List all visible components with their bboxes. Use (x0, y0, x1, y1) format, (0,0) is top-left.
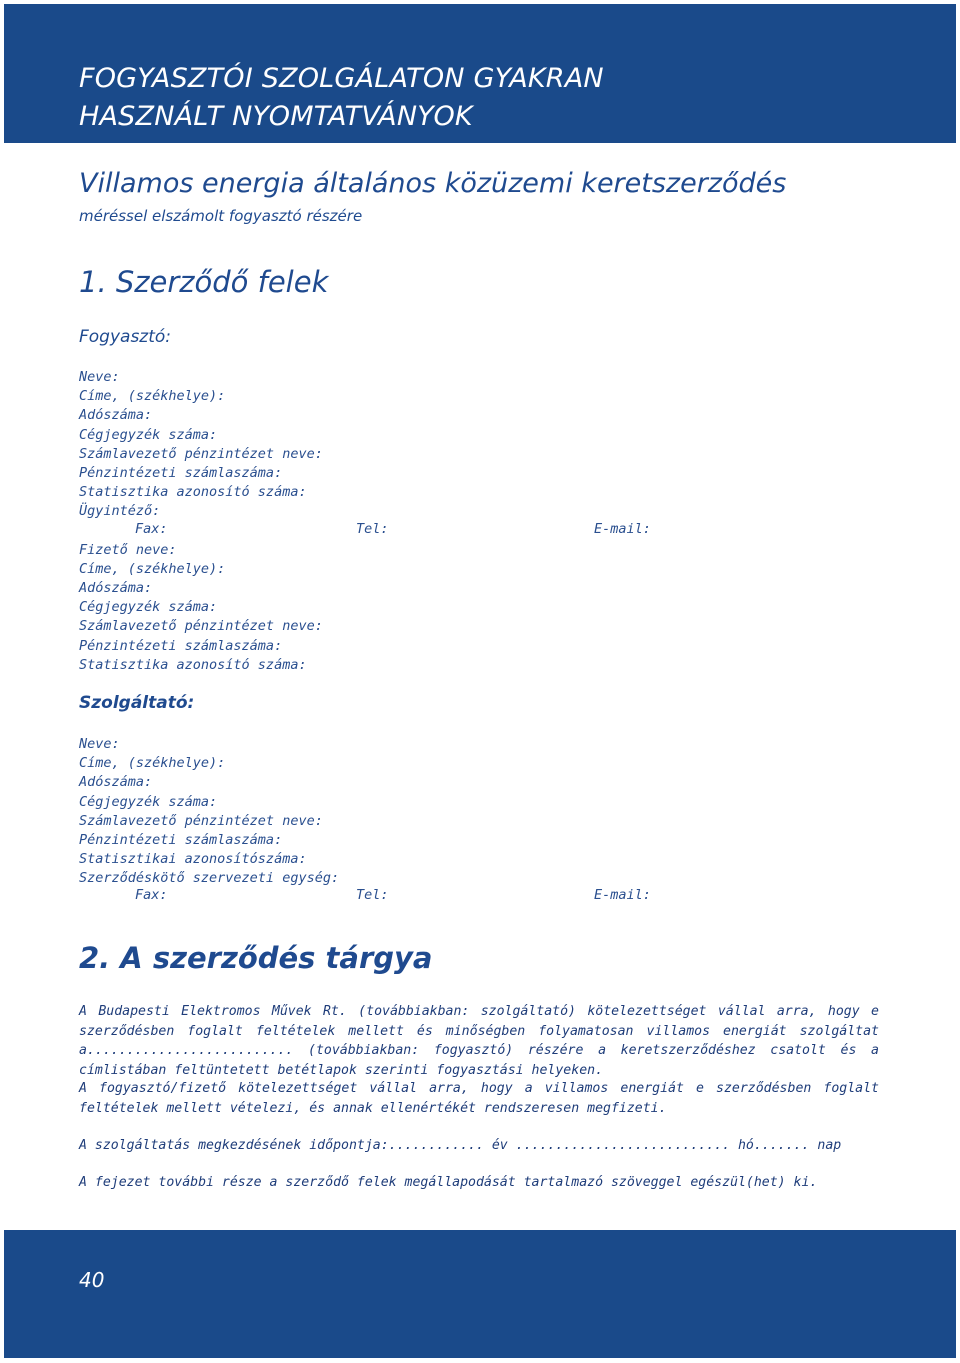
field-label: Számlavezető pénzintézet neve: (79, 618, 323, 635)
field-label: Fizető neve: (79, 541, 177, 558)
field-label: Cégjegyzék száma: (79, 599, 218, 616)
paragraph-supplement-note: A fejezet további része a szerződő felek megállapodását tartalmazó szöveggel egészül(het) ki. (79, 1175, 818, 1190)
field-label: Adószáma: (79, 774, 153, 791)
document-title: Villamos energia általános közüzemi keretszerződés (79, 168, 787, 199)
field-label: Számlavezető pénzintézet neve: (79, 812, 323, 829)
field-label: Ügyintéző: (79, 503, 161, 520)
tel-label: Tel: (356, 887, 389, 903)
field-label: Pénzintézeti számlaszáma: (79, 831, 283, 848)
field-label: Szerződéskötő szervezeti egység: (79, 870, 340, 887)
provider-contact-row (0, 887, 960, 906)
header-title (79, 60, 604, 136)
email-label: E-mail: (594, 521, 651, 537)
header-title-line2: HASZNÁLT NYOMTATVÁNYOK (79, 101, 473, 132)
paragraph-service-obligation: A Budapesti Elektromos Művek Rt. (továbbiakban: szolgáltató) kötelezettséget vállal arra, hogy e szerződésben foglalt feltételek mellett és minőségben folyamatosan villamos energiát szolgáltat a.......................... (továbbiakban: fogyasztó) részére a keretszerződéshez csatolt és a címlistában feltüntetett betétlapok szerinti fogyasztási helyeken. (79, 1004, 879, 1078)
page-number: 40 (79, 1268, 105, 1292)
field-label: Címe, (székhelye): (79, 560, 226, 577)
field-label: Statisztika azonosító száma: (79, 484, 307, 501)
field-label: Statisztika azonosító száma: (79, 656, 307, 673)
section2-heading: 2. A szerződés tárgya (79, 941, 433, 975)
field-label: Pénzintézeti számlaszáma: (79, 464, 283, 481)
paragraph-payment-obligation: A fogyasztó/fizető kötelezettséget vállal arra, hogy a villamos energiát e szerződésben foglalt feltételek mellett vételezi, és annak ellenértékét rendszeresen megfizeti. (79, 1081, 879, 1116)
field-label: Adószáma: (79, 580, 153, 597)
provider-field-list (79, 735, 339, 889)
footer-band (4, 1230, 956, 1358)
field-label: Neve: (79, 369, 120, 385)
field-label: Címe, (székhelye): (79, 755, 226, 772)
header-title-line1: FOGYASZTÓI SZOLGÁLATON GYAKRAN (79, 63, 604, 94)
field-label: Címe, (székhelye): (79, 388, 226, 405)
tel-label: Tel: (356, 521, 389, 537)
field-label: Statisztikai azonosítószáma: (79, 851, 307, 868)
field-label: Cégjegyzék száma: (79, 426, 218, 443)
provider-heading: Szolgáltató: (79, 693, 195, 713)
field-label: Cégjegyzék száma: (79, 793, 218, 810)
fax-label: Fax: (135, 887, 168, 903)
field-label: Adószáma: (79, 407, 153, 424)
paragraph-start-date: A szolgáltatás megkezdésének időpontja:............ év ........................... hó....... nap (79, 1138, 842, 1153)
document-subtitle: méréssel elszámolt fogyasztó részére (79, 207, 363, 225)
field-label: Neve: (79, 736, 120, 752)
consumer-contact-row (0, 521, 960, 540)
email-label: E-mail: (594, 887, 651, 903)
fax-label: Fax: (135, 521, 168, 537)
consumer-heading: Fogyasztó: (79, 327, 172, 347)
field-label: Számlavezető pénzintézet neve: (79, 445, 323, 462)
section1-heading: 1. Szerződő felek (79, 265, 329, 299)
field-label: Pénzintézeti számlaszáma: (79, 637, 283, 654)
